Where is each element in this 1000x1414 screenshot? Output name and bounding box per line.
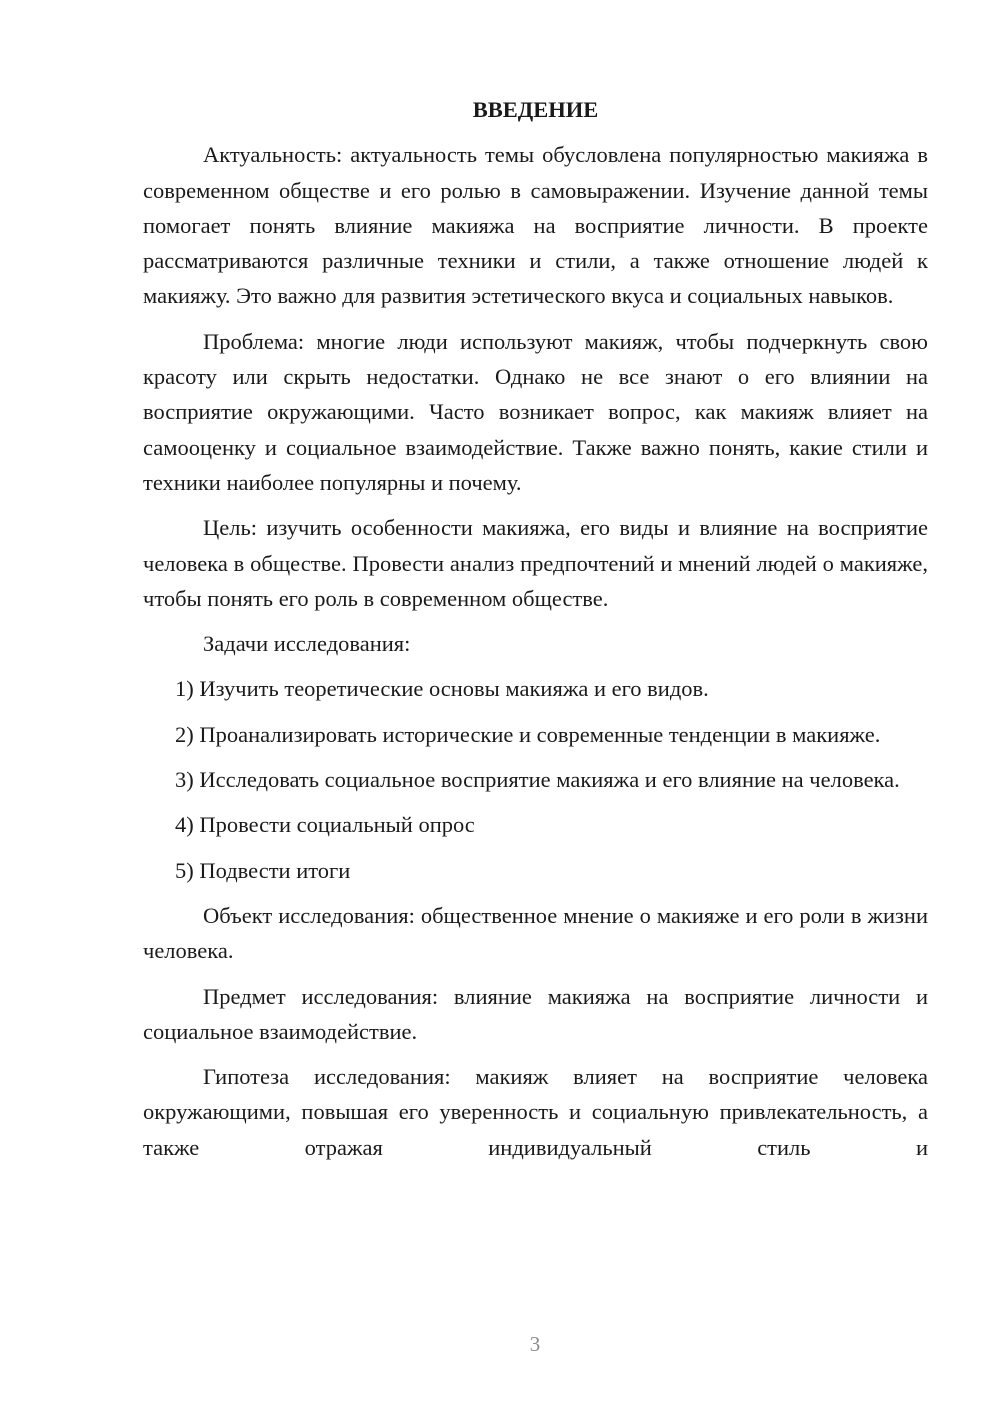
relevance-paragraph: Актуальность: актуальность темы обусловлена популярностью макияжа в современном обществе и его ролью в самовыражении. Изучение данной темы помогает понять влияние макияжа на восприятие личности. В проекте рассматриваются различные техники и стили, а также отношение людей к макияжу. Это важно для развития эстетического вкуса и социальных навыков. <box>143 142 928 309</box>
page-number: 3 <box>529 1332 541 1356</box>
goal-paragraph: Цель: изучить особенности макияжа, его виды и влияние на восприятие человека в обществе. Провести анализ предпочтений и мнений людей о макияже, чтобы понять его роль в современном обществе. <box>143 515 928 611</box>
subject-paragraph: Предмет исследования: влияние макияжа на восприятие личности и социальное взаимодействие. <box>143 983 928 1044</box>
task-item-3: 3) Исследовать социальное восприятие макияжа и его влияние на человека. <box>175 767 900 793</box>
section-heading: ВВЕДЕНИЕ <box>472 97 599 122</box>
task-item-1: 1) Изучить теоретические основы макияжа и его видов. <box>175 676 709 702</box>
hypothesis-paragraph: Гипотеза исследования: макияж влияет на восприятие человека окружающими, повышая его уверенность и социальную привлекательность, а также отражая индивидуальный стиль и <box>143 1064 928 1160</box>
task-item-5: 5) Подвести итоги <box>175 857 351 883</box>
page-content <box>143 92 928 1175</box>
tasks-heading: Задачи исследования: <box>203 631 411 657</box>
task-item-4: 4) Провести социальный опрос <box>175 812 475 838</box>
object-paragraph: Объект исследования: общественное мнение о макияже и его роли в жизни человека. <box>143 902 928 964</box>
task-item-2: 2) Проанализировать исторические и современные тенденции в макияже. <box>175 721 881 747</box>
problem-paragraph: Проблема: многие люди используют макияж, чтобы подчеркнуть свою красоту или скрыть недостатки. Однако не все знают о его влиянии на восприятие окружающими. Часто возникает вопрос, как макияж влияет на самооценку и социальное взаимодействие. Также важно понять, какие стили и техники наиболее популярны и почему. <box>143 328 928 495</box>
